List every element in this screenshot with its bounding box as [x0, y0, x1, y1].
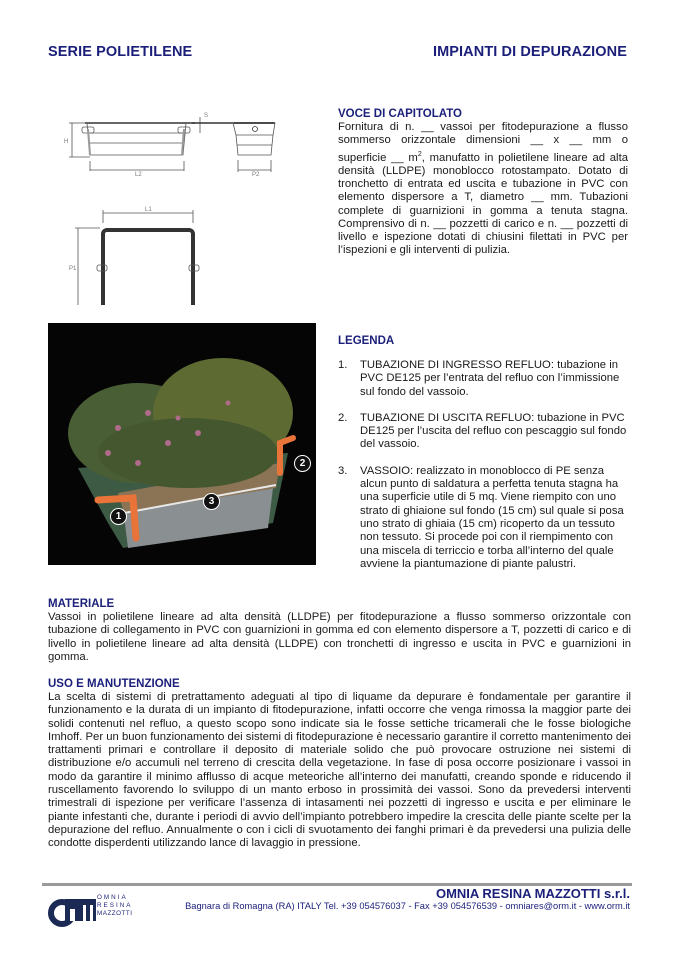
company-name: OMNIA RESINA MAZZOTTI s.r.l. [435, 886, 630, 901]
legend-item: 2. TUBAZIONE DI USCITA REFLUO: tubazione in PVC DE125 per l’uscita del refluo con pescaggio sul fondo del vassoio. [338, 411, 627, 451]
material-title: MATERIALE [48, 598, 115, 610]
badge-outlet-pipe: 2 [294, 455, 311, 472]
svg-text:H: H [64, 139, 69, 145]
specification-title: VOCE DI CAPITOLATO [338, 108, 462, 120]
specification-section [338, 108, 628, 258]
use-maintenance-text: La scelta di sistemi di pretrattamento adeguati al tipo di liquame da depurare è fondamentale per garantire il funzionamento e la durata di un impianto di fitodepurazione, infatti occorre che venga rimossa la maggior parte dei solidi contenuti nel refluo, a questo scopo sono indicate sia le fosse settiche tricamerali che le fosse biologiche Imhoff. Per un buon funzionamento dei sistemi di fitodepurazione è necessario garantire il corretto mantenimento dei trattamenti primari e controllare il deposito di materiale solido che può provocare ostruzione nei sistemi di distribuzione e/o accumuli nel terreno di crescita della vegetazione. In fase di posa occorre posizionare i vassoi in modo da garantire il minimo afflusso di acque meteoriche all’interno dei manufatti, creando sponde e riducendo il ruscellamento favorendo lo sviluppo di un manto erboso in prossimità dei vassoi. Sono da prevedersi interventi trimestrali di ispezione per verificare l’assenza di intasamenti nei pozzetti di ingresso e uscita e per eliminare le piante infestanti che, durante i periodi di avvio dell’impianto potrebbero impedire la crescita delle piante scelte per la depurazione del refluo. Annualmente o con i cicli di svuotamento dei fanghi primari è da prevedersi una pulizia delle condotte disperdenti utilizzando lance di lavaggio in pressione. [48, 691, 631, 850]
badge-tray: 3 [203, 493, 220, 510]
badge-inlet-pipe: 1 [110, 508, 127, 525]
specification-text: Fornitura di n. __ vassoi per fitodepurazione a flusso sommerso orizzontale dimensioni __ x __ mm o superficie __ $m^2$, manufatto in polietilene lineare ad alta densità (LLDPE) monoblocco rotostampato. Dotato di tronchetto di entrata ed uscita e tubazione in PVC con elemento dispersore a T, diametro __ mm. Tubazioni complete di guarnizioni in gomma a tenuta stagna. Comprensivo di n. __ pozzetti di carico e n. __ pozzetti di livello e ispezione dotati di chiusini filettati in PVC per l’ispezioni e gli interventi di pulizia. [338, 121, 628, 257]
series-title: SERIE POLIETILENE [48, 44, 193, 60]
logo-wordmark: OMNIA RESINA MAZZOTTI [97, 894, 133, 917]
legend-title: LEGENDA [338, 335, 395, 347]
svg-text:P2: P2 [252, 172, 260, 178]
svg-text:S: S [204, 113, 209, 119]
use-maintenance-section [48, 678, 631, 851]
use-maintenance-title: USO E MANUTENZIONE [48, 678, 180, 690]
legend-item: 1. TUBAZIONE DI INGRESSO REFLUO: tubazione in PVC DE125 per l’entrata del refluo con l’immissione sul fondo del vassoio. [338, 359, 620, 398]
legend-section [338, 335, 628, 584]
svg-text:P1: P1 [69, 266, 77, 272]
svg-text:L2: L2 [135, 172, 142, 178]
material-text: Vassoi in polietilene lineare ad alta densità (LLDPE) per fitodepurazione a flusso sommerso orizzontale con tubazione di collegamento in PVC con guarnizioni in gomma ed con elemento dispersore a T, pozzetti di carico e di livello in polietilene lineare ad alta densità (LLDPE) con tronchetti di ingresso e uscita in PVC e guarnizioni in gomma. [48, 611, 631, 663]
technical-drawing [50, 105, 320, 305]
phytodepuration-tray-illustration [48, 323, 316, 565]
legend-item: 3. VASSOIO: realizzato in monoblocco di PE senza alcun punto di saldatura a perfetta tenuta stagna ha una superficie utile di 5 mq. Viene riempito con uno strato di ghiaione sul fondo (15 cm) sul quale si posa uno strato di ghiaia (15 cm) ricoperto da un tessuto non tessuto. Si procede poi con il riempimento con una miscela di terriccio e torba all’interno del quale avviene la piantumazione di piante palustri. [338, 464, 624, 570]
material-section [48, 598, 631, 664]
svg-text:L1: L1 [145, 207, 152, 213]
company-contact: Bagnara di Romagna (RA) ITALY Tel. +39 054576037 - Fax +39 054576539 - omniares@orm.it - www.orm.it [185, 901, 630, 911]
category-title: IMPIANTI DI DEPURAZIONE [432, 44, 627, 60]
legend-list [338, 359, 628, 571]
